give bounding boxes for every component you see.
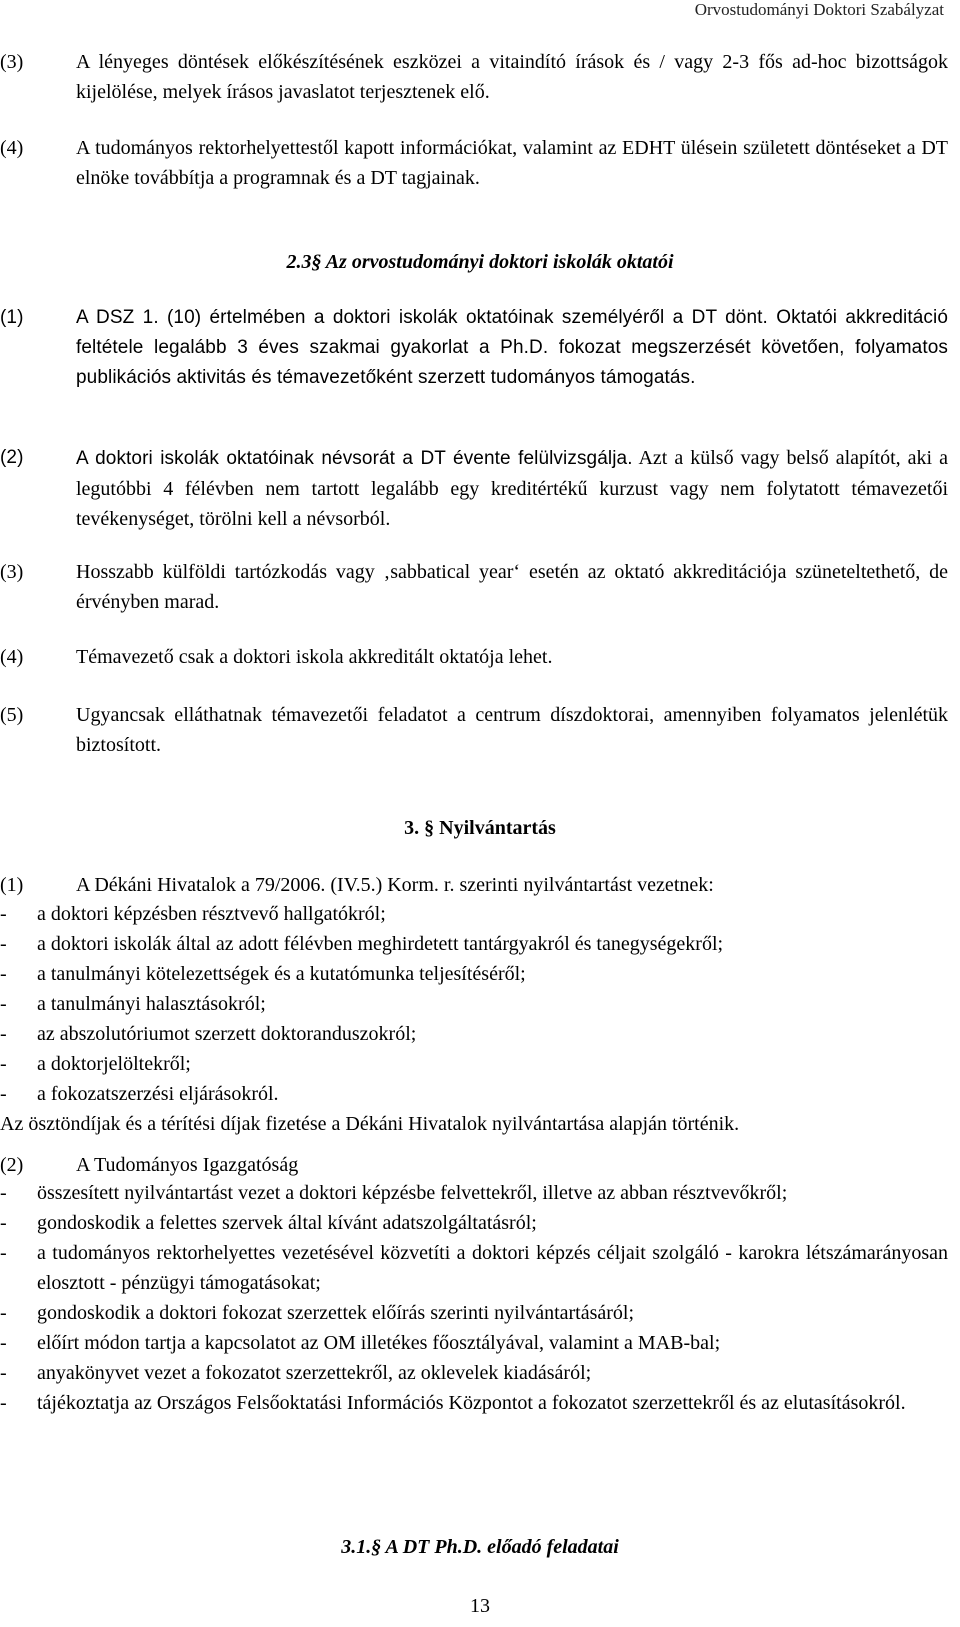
paragraph-text: Ugyancsak elláthatnak témavezetői feladatot a centrum díszdoktorai, amennyiben folyamatos jelenlétük biztosított. [76,704,948,756]
section-heading-2-3: 2.3§ Az orvostudományi doktori iskolák oktatói [286,251,674,273]
section-heading-3: 3. § Nyilvántartás [404,817,556,839]
paragraph-number: (3) [0,561,24,583]
paragraph-text: Témavezető csak a doktori iskola akkreditált oktatója lehet. [76,646,553,668]
paragraph-text: A tudományos rektorhelyettestől kapott információkat, valamint az EDHT ülésein született döntéseket a DT elnöke továbbítja a programnak és a DT tagjainak. [76,137,948,189]
paragraph-text: Hosszabb külföldi tartózkodás vagy ‚sabbatical year‘ esetén az oktató akkreditációja szüneteltethető, de érvényben marad. [76,561,948,613]
paragraph-number: (1) [0,307,24,328]
paragraph-number: (4) [0,137,24,159]
paragraph-2-3-4 [0,642,948,672]
list-item: - gondoskodik a doktori fokozat szerzettek előírás szerinti nyilvántartásáról; [0,1302,635,1324]
running-header: Orvostudományi Doktori Szabályzat [694,0,944,19]
list-item: - a tanulmányi kötelezettségek és a kutatómunka teljesítéséről; [0,963,526,985]
paragraph-3-2 [0,1150,948,1180]
paragraph-number: (2) [0,1154,24,1176]
list-item: - a tanulmányi halasztásokról; [0,993,266,1015]
list-item: - a fokozatszerzési eljárásokról. [0,1083,279,1105]
list-item: - a doktori képzésben résztvevő hallgatókról; [0,903,386,925]
section-sign: § [371,1536,382,1558]
list-item: - összesített nyilvántartást vezet a doktori képzésbe felvettekről, illetve az abban résztvevőkről; [0,1182,788,1204]
paragraph-2-3-1 [0,303,948,393]
paragraph-text: A lényeges döntések előkészítésének eszközei a vitaindító írások és / vagy 2-3 fős ad-hoc bizottságok kijelölése, melyek írásos javaslatot terjesztenek elő. [76,51,948,103]
section-heading-3-1: 3.1.§ A DT Ph.D. előadó feladatai [341,1536,619,1558]
section-sign: § [311,251,322,273]
paragraph-number: (3) [0,51,24,73]
paragraph-text-b: Azt a külső vagy belső alapítót, aki a legutóbbi 4 félévben nem tartott legalább egy kreditértékű kurzust vagy nem folytatott témavezetői tevékenységet, törölni kell a névsorból. [76,447,948,530]
paragraph-number: (4) [0,646,24,668]
list-item: - előírt módon tartja a kapcsolatot az OM illetékes főosztályával, valamint a MAB-bal; [0,1332,721,1354]
paragraph-top-4 [0,133,948,193]
page-number: 13 [470,1595,490,1617]
paragraph-number: (2) [0,447,24,468]
paragraph-text: A DSZ 1. (10) értelmében a doktori iskolák oktatóinak személyéről a DT dönt. Oktatói akkreditáció feltétele legalább 3 éves szakmai gyakorlat a Ph.D. fokozat megszerzését követően, folyamatos publikációs aktivitás és témavezetőként szerzett tudományos támogatás. [76,307,948,388]
paragraph-2-3-2 [0,443,948,534]
list-item: - az abszolutóriumot szerzett doktoranduszokról; [0,1023,417,1045]
paragraph-top-3 [0,47,948,107]
paragraph-text-a: A doktori iskolák oktatóinak névsorát a DT évente felülvizsgálja. [76,448,633,469]
list-item: - anyakönyvet vezet a fokozatot szerzettekről, az oklevelek kiadásáról; [0,1362,592,1384]
list-item: - tájékoztatja az Országos Felsőoktatási Információs Központot a fokozatot szerzettekről és az elutasításokról. [0,1392,906,1414]
list-item: - a tudományos rektorhelyettes vezetésével közvetíti a doktori képzés céljait szolgáló - karokra létszámarányosan elosztott - pénzügyi támogatásokat; [0,1242,948,1294]
paragraph-intro: A Dékáni Hivatalok a 79/2006. (IV.5.) Korm. r. szerinti nyilvántartást vezetnek: [76,874,714,896]
paragraph-outro: Az ösztöndíjak és a térítési díjak fizetése a Dékáni Hivatalok nyilvántartása alapján történik. [0,1113,740,1135]
paragraph-2-3-5 [0,700,948,760]
list-item: - gondoskodik a felettes szervek által kívánt adatszolgáltatásról; [0,1212,537,1234]
list-item: - a doktorjelöltekről; [0,1053,191,1075]
list-item: - a doktori iskolák által az adott félévben meghirdetett tantárgyakról és tanegységekről; [0,933,724,955]
list-3-1 [0,899,948,1139]
paragraph-number: (5) [0,704,24,726]
paragraph-number: (1) [0,874,24,896]
section-sign: § [424,817,435,839]
paragraph-intro: A Tudományos Igazgatóság [76,1154,299,1176]
paragraph-3-1 [0,870,948,900]
list-3-2 [0,1178,948,1418]
paragraph-2-3-3 [0,557,948,617]
